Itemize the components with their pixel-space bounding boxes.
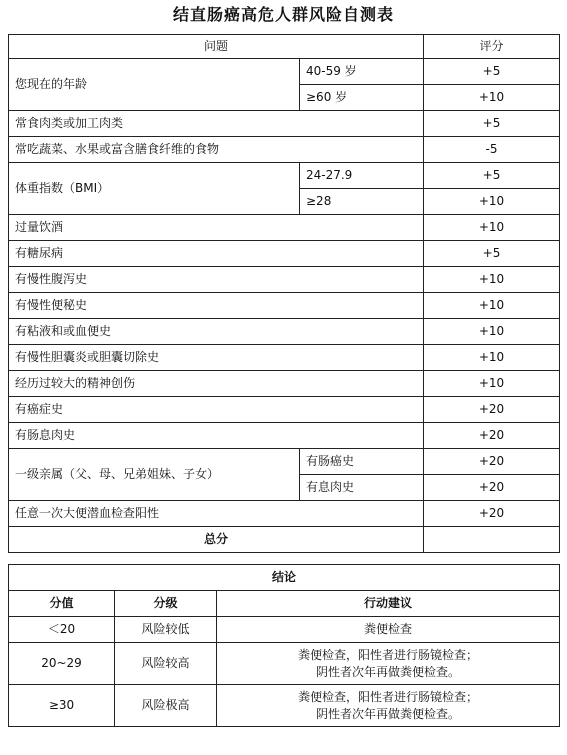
score-cell: +10 (424, 215, 560, 241)
advice-line: 粪便检查，阳性者进行肠镜检查； (298, 647, 479, 662)
family-question: 一级亲属（父、母、兄弟姐妹、子女） (9, 449, 300, 501)
advice (217, 685, 560, 727)
advice-line: 粪便检查，阳性者进行肠镜检查； (298, 689, 479, 704)
question-cell: 常吃蔬菜、水果或富含膳食纤维的食物 (9, 137, 424, 163)
score-cell: +10 (424, 293, 560, 319)
table-row (9, 111, 560, 137)
table-row (9, 137, 560, 163)
table-row (9, 241, 560, 267)
score-cell: +20 (424, 423, 560, 449)
bmi-question: 体重指数（BMI） (9, 163, 300, 215)
advice-header: 行动建议 (217, 591, 560, 617)
total-score-cell (424, 527, 560, 553)
question-cell: 常食肉类或加工肉类 (9, 111, 424, 137)
risk-level: 风险较高 (115, 643, 217, 685)
question-cell: 有癌症史 (9, 397, 424, 423)
table-row (9, 267, 560, 293)
table-row (9, 59, 560, 85)
question-cell: 有慢性胆囊炎或胆囊切除史 (9, 345, 424, 371)
advice-line: 阴性者次年再做粪便检查。 (316, 664, 461, 679)
conclusion-row (9, 643, 560, 685)
score-cell: +20 (424, 449, 560, 475)
conclusion-header-row (9, 591, 560, 617)
table-row (9, 215, 560, 241)
score-cell: +5 (424, 241, 560, 267)
score-cell: +10 (424, 267, 560, 293)
question-cell: 有粘液和或血便史 (9, 319, 424, 345)
table-row (9, 423, 560, 449)
age-question: 您现在的年龄 (9, 59, 300, 111)
conclusion-row (9, 685, 560, 727)
table-row (9, 293, 560, 319)
score-cell: +20 (424, 501, 560, 527)
question-cell: 有慢性腹泻史 (9, 267, 424, 293)
conclusion-title-row (9, 565, 560, 591)
question-cell: 过量饮酒 (9, 215, 424, 241)
table-row (9, 449, 560, 475)
family-option: 有息肉史 (300, 475, 424, 501)
bmi-option: 24-27.9 (300, 163, 424, 189)
question-cell: 经历过较大的精神创伤 (9, 371, 424, 397)
total-label: 总分 (9, 527, 424, 553)
score-cell: +10 (424, 345, 560, 371)
conclusion-row (9, 617, 560, 643)
score-range-header: 分值 (9, 591, 115, 617)
risk-level: 风险极高 (115, 685, 217, 727)
score-cell: +10 (424, 189, 560, 215)
score-cell: +5 (424, 163, 560, 189)
score-cell: +20 (424, 397, 560, 423)
table-header-row (9, 35, 560, 59)
family-option: 有肠癌史 (300, 449, 424, 475)
question-cell: 有慢性便秘史 (9, 293, 424, 319)
risk-questionnaire-table (8, 34, 560, 553)
score-cell: +10 (424, 85, 560, 111)
table-row (9, 371, 560, 397)
age-option: 40-59 岁 (300, 59, 424, 85)
score-range: 20~29 (9, 643, 115, 685)
total-row (9, 527, 560, 553)
score-range: ＜20 (9, 617, 115, 643)
table-row (9, 319, 560, 345)
table-row (9, 501, 560, 527)
advice: 粪便检查 (217, 617, 560, 643)
table-row (9, 345, 560, 371)
table-row (9, 163, 560, 189)
score-cell: +5 (424, 59, 560, 85)
score-cell: +10 (424, 319, 560, 345)
question-header: 问题 (9, 35, 424, 59)
risk-level-header: 分级 (115, 591, 217, 617)
table-row (9, 397, 560, 423)
score-cell: -5 (424, 137, 560, 163)
advice (217, 643, 560, 685)
score-cell: +5 (424, 111, 560, 137)
question-cell: 有糖尿病 (9, 241, 424, 267)
score-cell: +10 (424, 371, 560, 397)
score-range: ≥30 (9, 685, 115, 727)
score-header: 评分 (424, 35, 560, 59)
page-title: 结直肠癌高危人群风险自测表 (172, 5, 394, 24)
risk-level: 风险较低 (115, 617, 217, 643)
conclusion-table (8, 564, 560, 727)
conclusion-title: 结论 (9, 565, 560, 591)
question-cell: 任意一次大便潜血检查阳性 (9, 501, 424, 527)
question-cell: 有肠息肉史 (9, 423, 424, 449)
advice-line: 阴性者次年再做粪便检查。 (316, 706, 461, 721)
age-option: ≥60 岁 (300, 85, 424, 111)
score-cell: +20 (424, 475, 560, 501)
bmi-option: ≥28 (300, 189, 424, 215)
